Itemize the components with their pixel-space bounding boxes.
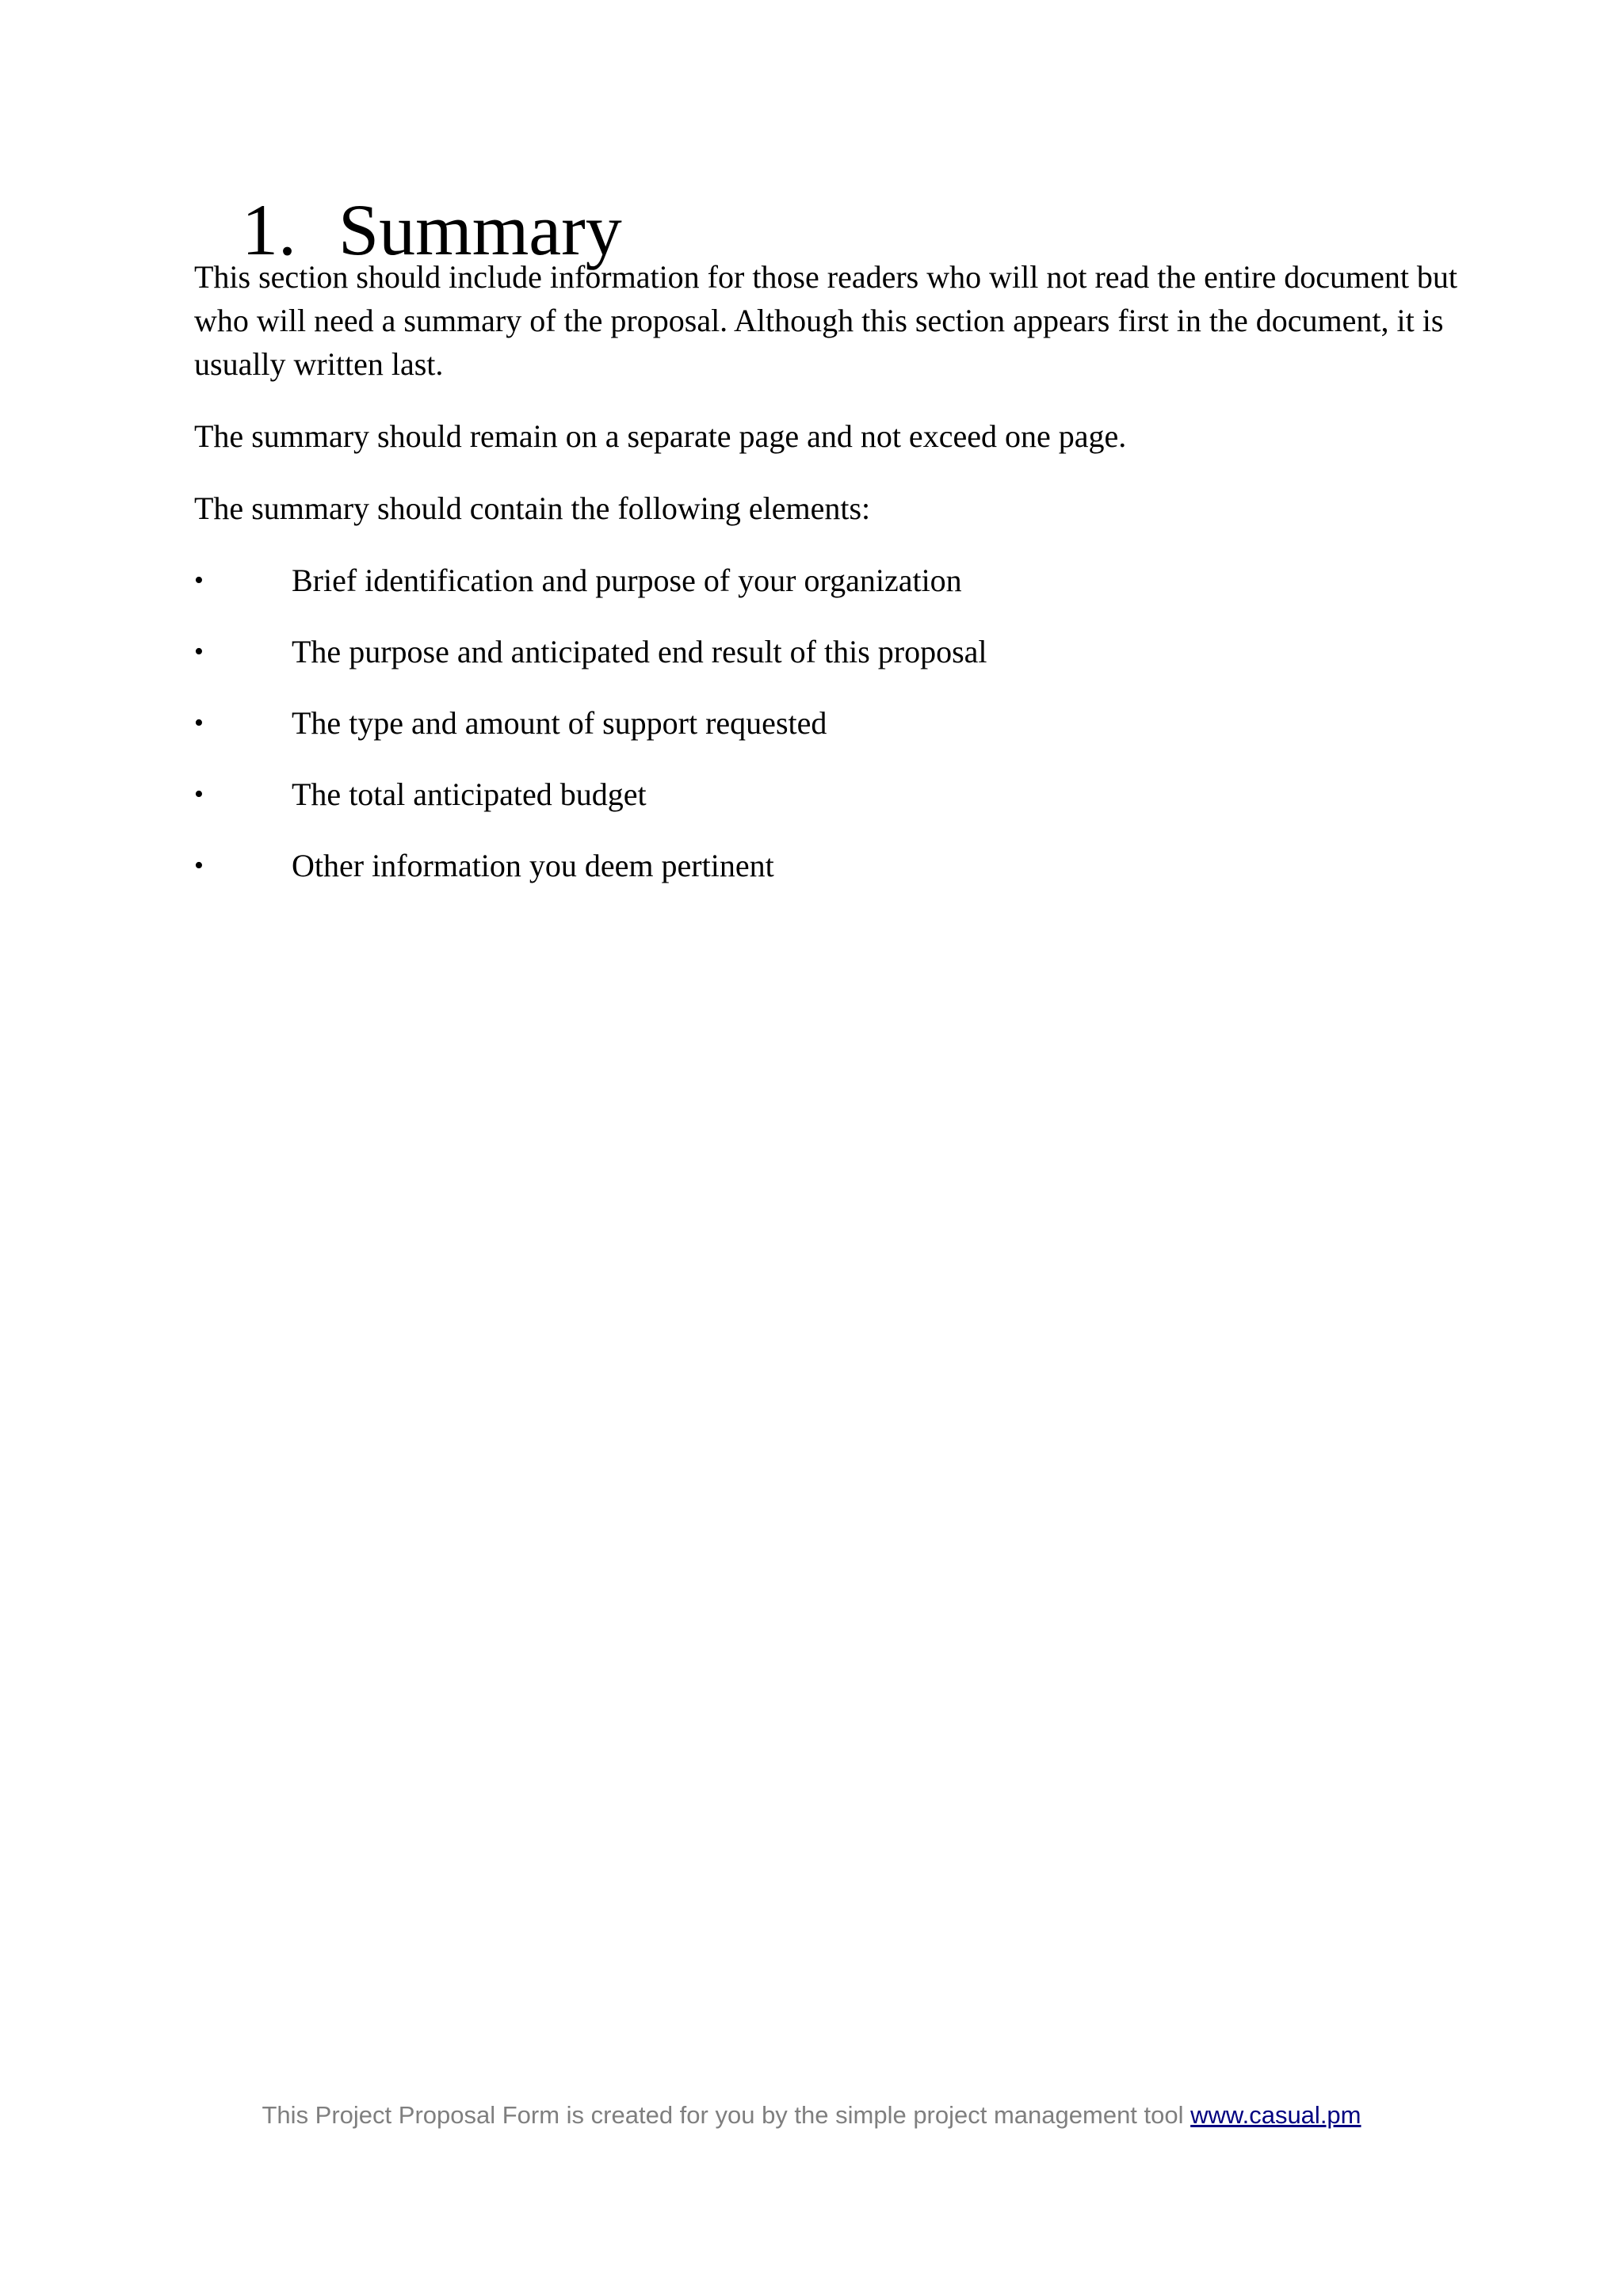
list-item-text: The total anticipated budget — [292, 776, 647, 812]
list-item — [194, 701, 1510, 745]
section-body — [194, 255, 1510, 915]
bullet-icon: • — [194, 780, 204, 809]
list-item — [194, 844, 1510, 887]
bullet-icon: • — [194, 851, 204, 880]
bullet-icon: • — [194, 708, 204, 738]
list-item — [194, 559, 1510, 602]
paragraph-length: The summary should remain on a separate page and not exceed one page. — [194, 418, 1127, 454]
list-item-text: The purpose and anticipated end result of this proposal — [292, 634, 987, 669]
list-item-text: Brief identification and purpose of your organization — [292, 563, 962, 598]
list-item-text: Other information you deem pertinent — [292, 848, 774, 883]
footer-text: This Project Proposal Form is created for you by the simple project management tool — [262, 2101, 1184, 2129]
page-footer — [0, 2098, 1623, 2133]
bullet-icon: • — [194, 637, 204, 666]
list-item — [194, 630, 1510, 673]
footer-link[interactable]: www.casual.pm — [1190, 2101, 1361, 2129]
section-number: 1. — [242, 189, 296, 270]
list-item-text: The type and amount of support requested — [292, 705, 827, 741]
section-title: Summary — [338, 189, 622, 270]
bullet-icon: • — [194, 566, 204, 595]
paragraph-intro: This section should include information for those readers who will not read the entire document but who will need a summary of the proposal. Although this section appears first in the document, it is usually written last. — [194, 259, 1458, 382]
elements-list — [194, 559, 1510, 887]
paragraph-elements: The summary should contain the following elements: — [194, 490, 871, 526]
list-item — [194, 772, 1510, 816]
